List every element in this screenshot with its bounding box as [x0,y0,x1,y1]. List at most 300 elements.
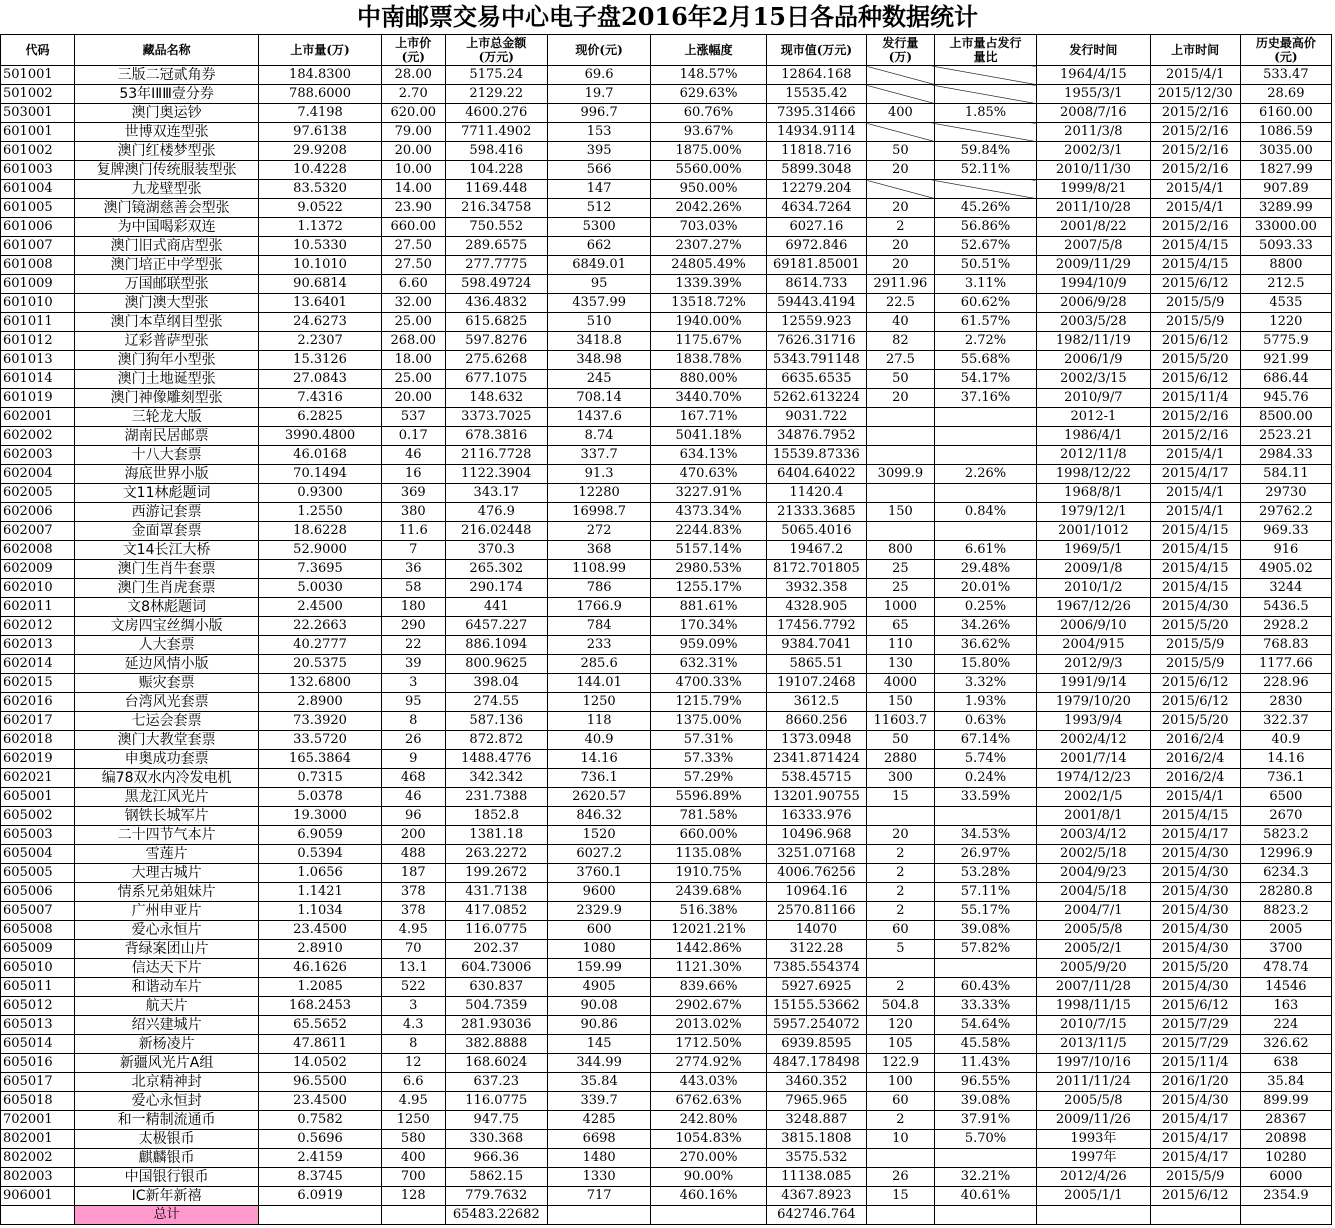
table-cell: 597.8276 [445,332,547,351]
table-cell: 736.1 [1240,769,1331,788]
table-cell: 29.9208 [259,142,382,161]
table-cell: 686.44 [1240,370,1331,389]
table-cell: 3575.532 [766,1149,866,1168]
table-cell: 1220 [1240,313,1331,332]
table-cell: 90.86 [547,1016,650,1035]
table-cell: 2010/9/7 [1037,389,1150,408]
table-cell: 2015/4/30 [1150,845,1240,864]
table-cell: 18.6228 [259,522,382,541]
total-cell-empty [259,1206,382,1225]
table-cell: 27.50 [381,256,445,275]
table-cell: 605008 [1,921,75,940]
table-cell: 268.00 [381,332,445,351]
table-cell: 2015/5/9 [1150,1168,1240,1187]
table-cell: 906001 [1,1187,75,1206]
table-cell: 1086.59 [1240,123,1331,142]
table-cell: 2006/9/28 [1037,294,1150,313]
table-cell: 2015/4/15 [1150,256,1240,275]
table-cell: 322.37 [1240,712,1331,731]
table-cell: 2002/3/15 [1037,370,1150,389]
table-row [1,712,1332,731]
table-cell: 800.9625 [445,655,547,674]
table-cell: 802002 [1,1149,75,1168]
table-cell: 28367 [1240,1111,1331,1130]
table-row [1,1035,1332,1054]
table-cell: 1381.18 [445,826,547,845]
table-cell: 56.86% [934,218,1036,237]
item-name-cell: 澳门澳大型张 [74,294,258,313]
table-cell: 779.7632 [445,1187,547,1206]
table-cell: 65.5652 [259,1016,382,1035]
table-row [1,807,1332,826]
table-cell: 6698 [547,1130,650,1149]
table-cell: 0.24% [934,769,1036,788]
empty-diagonal-cell [934,180,1036,199]
item-name-cell: 航天片 [74,997,258,1016]
table-cell: 700 [381,1168,445,1187]
table-cell: 39.08% [934,921,1036,940]
table-cell: 6.60 [381,275,445,294]
table-cell: 1255.17% [651,579,766,598]
table-cell [934,522,1036,541]
table-cell: 460.16% [651,1187,766,1206]
table-cell: 29.48% [934,560,1036,579]
table-cell: 2008/7/16 [1037,104,1150,123]
table-cell: 3227.91% [651,484,766,503]
table-cell: 3244 [1240,579,1331,598]
table-cell: 1994/10/9 [1037,275,1150,294]
table-cell: 58 [381,579,445,598]
table-cell: 717 [547,1187,650,1206]
column-header: 现市值(万元) [766,35,866,66]
table-cell: 2015/5/20 [1150,351,1240,370]
table-cell: 2015/5/20 [1150,712,1240,731]
table-cell [934,1149,1036,1168]
table-cell: 69.6 [547,66,650,85]
table-cell: 602003 [1,446,75,465]
table-cell: 1122.3904 [445,465,547,484]
item-name-cell: 雪莲片 [74,845,258,864]
table-cell: 27.5 [867,351,935,370]
table-cell: 602021 [1,769,75,788]
table-cell: 602015 [1,674,75,693]
table-row [1,579,1332,598]
table-cell: 2015/2/16 [1150,218,1240,237]
table-cell: 34.53% [934,826,1036,845]
table-cell: 1993年 [1037,1130,1150,1149]
table-row [1,731,1332,750]
table-cell: 224 [1240,1016,1331,1035]
table-cell: 602004 [1,465,75,484]
table-cell: 2523.21 [1240,427,1331,446]
table-row [1,427,1332,446]
item-name-cell: 延边风情小版 [74,655,258,674]
table-cell: 212.5 [1240,275,1331,294]
table-cell: 2.70 [381,85,445,104]
table-cell: 0.17 [381,427,445,446]
table-cell: 25.00 [381,313,445,332]
item-name-cell: 和谐动车片 [74,978,258,997]
table-cell: 2001/7/14 [1037,750,1150,769]
table-cell: 802003 [1,1168,75,1187]
table-cell: 602010 [1,579,75,598]
table-cell: 290.174 [445,579,547,598]
table-cell: 10.1010 [259,256,382,275]
table-cell: 274.55 [445,693,547,712]
table-cell: 7 [381,541,445,560]
table-cell: 2244.83% [651,522,766,541]
table-cell: 39.08% [934,1092,1036,1111]
item-name-cell: IC新年新禧 [74,1187,258,1206]
table-cell: 602011 [1,598,75,617]
table-cell: 4535 [1240,294,1331,313]
table-cell: 7711.4902 [445,123,547,142]
table-cell: 57.31% [651,731,766,750]
table-cell: 2005/9/20 [1037,959,1150,978]
table-cell: 2.2307 [259,332,382,351]
table-cell: 19.7 [547,85,650,104]
table-cell: 4357.99 [547,294,650,313]
table-cell: 6457.227 [445,617,547,636]
table-cell: 2015/5/9 [1150,294,1240,313]
table-cell: 59443.4194 [766,294,866,313]
table-cell: 167.71% [651,408,766,427]
total-amount: 65483.22682 [445,1206,547,1225]
table-cell: 14.16 [547,750,650,769]
table-cell: 2307.27% [651,237,766,256]
table-cell: 899.99 [1240,1092,1331,1111]
table-cell: 2928.2 [1240,617,1331,636]
item-name-cell: 信达天下片 [74,959,258,978]
table-cell: 2354.9 [1240,1187,1331,1206]
table-cell: 342.342 [445,769,547,788]
table-cell: 662 [547,237,650,256]
table-cell: 60.62% [934,294,1036,313]
table-cell: 1940.00% [651,313,766,332]
table-cell: 2015/4/1 [1150,199,1240,218]
table-cell: 2774.92% [651,1054,766,1073]
table-cell: 1964/4/15 [1037,66,1150,85]
table-cell: 629.63% [651,85,766,104]
item-name-cell: 中国银行银币 [74,1168,258,1187]
table-cell: 441 [445,598,547,617]
table-cell: 2015/6/12 [1150,332,1240,351]
table-cell: 5865.51 [766,655,866,674]
table-cell: 2015/4/17 [1150,465,1240,484]
table-cell: 265.302 [445,560,547,579]
item-name-cell: 大理古城片 [74,864,258,883]
table-cell: 4285 [547,1111,650,1130]
table-cell: 488 [381,845,445,864]
table-cell: 12021.21% [651,921,766,940]
table-cell: 632.31% [651,655,766,674]
table-row [1,693,1332,712]
table-cell: 3612.5 [766,693,866,712]
table-cell: 615.6825 [445,313,547,332]
table-cell: 20 [867,389,935,408]
table-cell: 2002/5/18 [1037,845,1150,864]
empty-diagonal-cell [867,180,935,199]
table-cell: 2006/9/10 [1037,617,1150,636]
table-cell: 0.7315 [259,769,382,788]
table-cell: 750.552 [445,218,547,237]
table-cell: 2129.22 [445,85,547,104]
table-cell: 32.00 [381,294,445,313]
table-cell: 602016 [1,693,75,712]
table-cell: 100 [867,1073,935,1092]
table-cell: 605006 [1,883,75,902]
table-cell: 2005/1/1 [1037,1187,1150,1206]
table-cell: 945.76 [1240,389,1331,408]
table-cell: 5560.00% [651,161,766,180]
table-cell: 4328.905 [766,598,866,617]
table-cell: 2004/5/18 [1037,883,1150,902]
table-row [1,199,1332,218]
table-cell: 2016/2/4 [1150,769,1240,788]
table-cell: 14.0502 [259,1054,382,1073]
table-cell: 0.5696 [259,1130,382,1149]
table-row [1,104,1332,123]
table-cell: 2439.68% [651,883,766,902]
table-cell: 1982/11/19 [1037,332,1150,351]
table-cell: 2.4500 [259,598,382,617]
table-cell: 2116.7728 [445,446,547,465]
table-cell: 601004 [1,180,75,199]
item-name-cell: 53年ⅠⅡⅢ壹分券 [74,85,258,104]
table-cell: 28280.8 [1240,883,1331,902]
table-cell: 289.6575 [445,237,547,256]
table-cell: 10280 [1240,1149,1331,1168]
table-cell: 601002 [1,142,75,161]
table-row [1,997,1332,1016]
table-cell: 1480 [547,1149,650,1168]
table-cell: 736.1 [547,769,650,788]
table-cell: 5157.14% [651,541,766,560]
table-cell: 8 [381,712,445,731]
table-cell: 57.11% [934,883,1036,902]
item-name-cell: 文房四宝丝绸小版 [74,617,258,636]
table-row [1,959,1332,978]
table-cell: 2911.96 [867,275,935,294]
table-cell: 605016 [1,1054,75,1073]
table-cell: 11.6 [381,522,445,541]
table-cell: 2010/7/15 [1037,1016,1150,1035]
table-cell: 788.6000 [259,85,382,104]
table-cell: 26 [867,1168,935,1187]
table-cell: 604.73006 [445,959,547,978]
table-cell: 290 [381,617,445,636]
table-cell: 921.99 [1240,351,1331,370]
table-cell: 2005 [1240,921,1331,940]
table-cell [867,446,935,465]
item-name-cell: 为中国喝彩双连 [74,218,258,237]
table-cell: 116.0775 [445,1092,547,1111]
table-cell: 2015/12/30 [1150,85,1240,104]
table-cell: 2011/11/24 [1037,1073,1150,1092]
table-cell: 2015/4/1 [1150,503,1240,522]
table-row [1,351,1332,370]
table-cell: 3932.358 [766,579,866,598]
table-row [1,655,1332,674]
table-cell: 61.57% [934,313,1036,332]
table-cell: 907.89 [1240,180,1331,199]
table-cell: 8823.2 [1240,902,1331,921]
table-cell: 150 [867,693,935,712]
table-cell: 20 [867,826,935,845]
table-row [1,1092,1332,1111]
total-cell-empty [1,1206,75,1225]
table-cell: 96 [381,807,445,826]
table-cell: 2.8910 [259,940,382,959]
column-header: 发行时间 [1037,35,1150,66]
table-row [1,902,1332,921]
table-cell: 2016/2/4 [1150,731,1240,750]
table-cell: 16 [381,465,445,484]
table-cell: 2015/4/17 [1150,1111,1240,1130]
table-cell: 2.8900 [259,693,382,712]
table-cell: 3460.352 [766,1073,866,1092]
item-name-cell: 澳门奥运钞 [74,104,258,123]
item-name-cell: 绍兴建城片 [74,1016,258,1035]
table-cell: 97.6138 [259,123,382,142]
table-cell: 95 [547,275,650,294]
table-cell [867,959,935,978]
table-cell: 60 [867,1092,935,1111]
table-cell: 2880 [867,750,935,769]
table-cell: 3289.99 [1240,199,1331,218]
table-cell: 281.93036 [445,1016,547,1035]
table-cell: 2015/4/17 [1150,1130,1240,1149]
table-cell: 168.2453 [259,997,382,1016]
table-cell: 1967/12/26 [1037,598,1150,617]
table-cell: 2003/4/12 [1037,826,1150,845]
table-cell: 436.4832 [445,294,547,313]
table-cell: 601008 [1,256,75,275]
item-name-cell: 爱心永恒片 [74,921,258,940]
table-cell: 2620.57 [547,788,650,807]
table-cell: 91.3 [547,465,650,484]
table-row [1,636,1332,655]
table-cell: 2902.67% [651,997,766,1016]
table-cell: 8.74 [547,427,650,446]
table-row [1,883,1332,902]
table-cell: 24.6273 [259,313,382,332]
table-cell: 5862.15 [445,1168,547,1187]
table-cell: 2015/6/12 [1150,693,1240,712]
table-cell: 330.368 [445,1130,547,1149]
table-row [1,142,1332,161]
table-cell: 132.6800 [259,674,382,693]
table-cell: 5175.24 [445,66,547,85]
table-cell: 52.67% [934,237,1036,256]
table-cell: 10.5330 [259,237,382,256]
table-cell: 147 [547,180,650,199]
table-cell [867,807,935,826]
table-cell: 3035.00 [1240,142,1331,161]
table-cell: 20.00 [381,142,445,161]
table-cell: 601012 [1,332,75,351]
table-cell: 2 [867,902,935,921]
table-cell: 2 [867,845,935,864]
table-cell: 605007 [1,902,75,921]
table-cell: 637.23 [445,1073,547,1092]
table-cell: 5.70% [934,1130,1036,1149]
table-cell: 2007/5/8 [1037,237,1150,256]
table-cell: 1250 [547,693,650,712]
table-cell: 4905.02 [1240,560,1331,579]
table-cell: 2329.9 [547,902,650,921]
table-cell: 2015/6/12 [1150,1187,1240,1206]
data-table [0,34,1332,1225]
table-cell: 35.84 [1240,1073,1331,1092]
table-cell: 47.8611 [259,1035,382,1054]
table-row [1,1187,1332,1206]
table-cell: 7626.31716 [766,332,866,351]
table-cell: 2015/11/4 [1150,1054,1240,1073]
table-cell: 605011 [1,978,75,997]
item-name-cell: 澳门土地诞型张 [74,370,258,389]
table-cell: 69181.85001 [766,256,866,275]
table-cell: 2015/2/16 [1150,161,1240,180]
table-cell: 2005/5/8 [1037,921,1150,940]
table-cell: 601010 [1,294,75,313]
table-cell: 601014 [1,370,75,389]
table-row [1,674,1332,693]
table-cell: 2002/4/12 [1037,731,1150,750]
item-name-cell: 太极银币 [74,1130,258,1149]
column-header: 上涨幅度 [651,35,766,66]
table-cell: 2001/8/1 [1037,807,1150,826]
table-cell: 6762.63% [651,1092,766,1111]
table-cell: 105 [867,1035,935,1054]
table-cell: 2001/1012 [1037,522,1150,541]
item-name-cell: 三版二冠贰角券 [74,66,258,85]
table-cell: 504.8 [867,997,935,1016]
table-cell: 202.37 [445,940,547,959]
table-row [1,218,1332,237]
table-cell: 4000 [867,674,935,693]
table-cell: 6500 [1240,788,1331,807]
table-cell: 34.26% [934,617,1036,636]
table-cell: 9384.7041 [766,636,866,655]
table-cell: 13.1 [381,959,445,978]
table-cell: 605013 [1,1016,75,1035]
item-name-cell: 西游记套票 [74,503,258,522]
table-cell: 369 [381,484,445,503]
item-name-cell: 九龙壁型张 [74,180,258,199]
table-cell: 1442.86% [651,940,766,959]
table-cell: 5899.3048 [766,161,866,180]
table-row [1,1016,1332,1035]
table-cell [867,408,935,427]
table-cell: 13.6401 [259,294,382,313]
table-cell: 216.02448 [445,522,547,541]
table-cell: 57.29% [651,769,766,788]
table-cell: 602002 [1,427,75,446]
table-cell: 677.1075 [445,370,547,389]
table-cell: 24805.49% [651,256,766,275]
table-cell: 40.9 [547,731,650,750]
table-cell: 11818.716 [766,142,866,161]
table-cell: 39 [381,655,445,674]
table-cell: 2016/1/20 [1150,1073,1240,1092]
item-name-cell: 广州申亚片 [74,902,258,921]
table-cell: 59.84% [934,142,1036,161]
table-cell: 170.34% [651,617,766,636]
table-row [1,161,1332,180]
table-cell: 2011/10/28 [1037,199,1150,218]
table-cell: 90.6814 [259,275,382,294]
